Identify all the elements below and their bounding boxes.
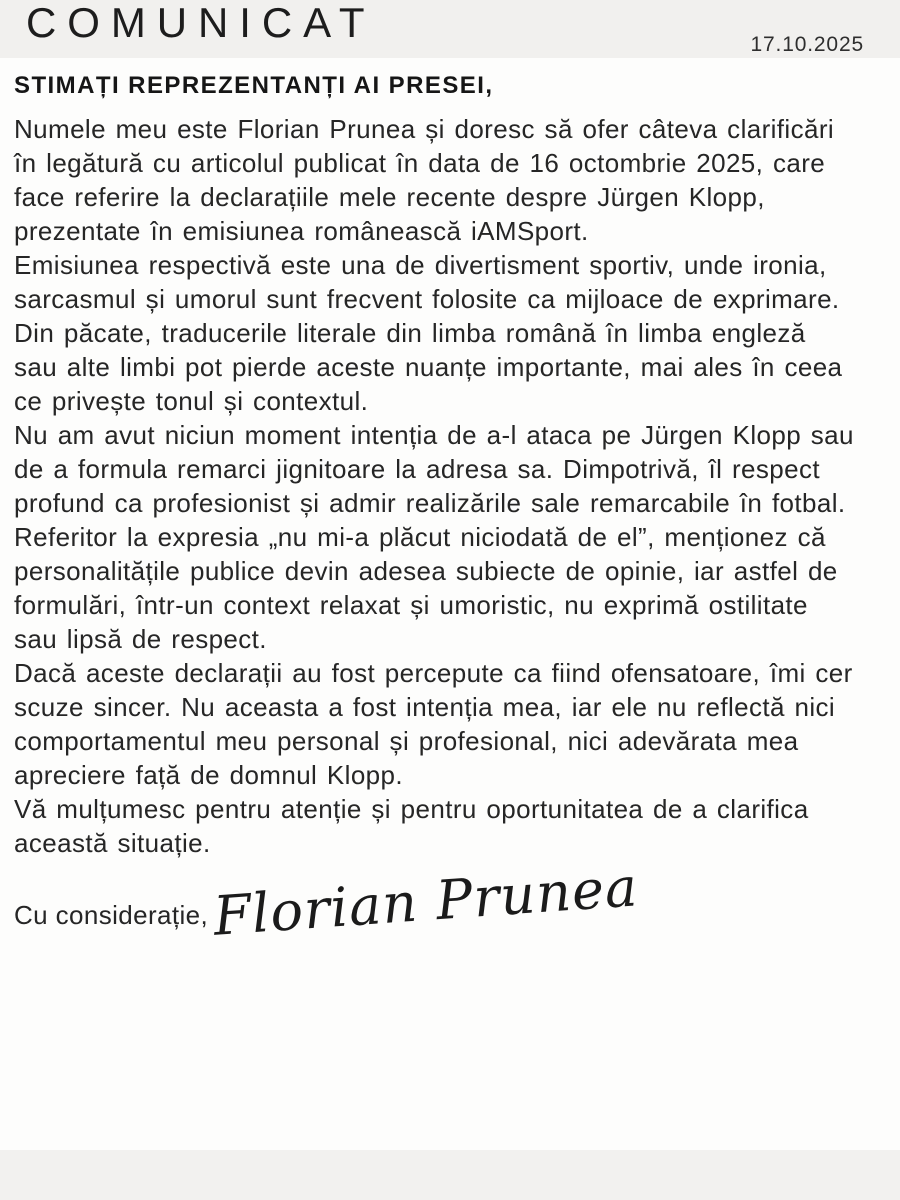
paragraph-show-context: Emisiunea respectivă este una de divertisment sportiv, unde ironia, sarcasmul și umorul sunt frecvent folosite ca mijloace de exprimare. Din păcate, traducerile literale din limba română în limba engleză sau alte limbi pot pierde aceste nuanțe importante, mai ales în ceea ce privește tonul și contextul. bbox=[14, 250, 843, 416]
paragraph-expression-clarification: Referitor la expresia „nu mi-a plăcut niciodată de el”, menționez că personalitățile publice devin adesea subiecte de opinie, iar astfel de formulări, într-un context relaxat și umoristic, nu exprimă ostilitate sau lipsă de respect. bbox=[14, 522, 838, 654]
footer-band bbox=[0, 1150, 900, 1200]
signoff-row bbox=[14, 854, 858, 960]
paragraph-intro: Numele meu este Florian Prunea și doresc să ofer câteva clarificări în legătură cu articolul publicat în data de 16 octombrie 2025, care face referire la declarațiile mele recente despre Jürgen Klopp, prezentate în emisiunea românească iAMSport. bbox=[14, 114, 835, 246]
paragraph-thanks: Vă mulțumesc pentru atenție și pentru oportunitatea de a clarifica această situație. bbox=[14, 794, 809, 858]
letter-body bbox=[0, 58, 900, 960]
paragraphs-container bbox=[14, 112, 858, 860]
salutation-heading: STIMAȚI REPREZENTANȚI AI PRESEI, bbox=[14, 72, 494, 99]
document-title: COMUNICAT bbox=[26, 0, 376, 46]
header-band bbox=[0, 0, 900, 58]
paragraph-no-attack-intent: Nu am avut niciun moment intenția de a-l ataca pe Jürgen Klopp sau de a formula remarci jignitoare la adresa sa. Dimpotrivă, îl respect profund ca profesionist și admir realizările sale remarcabile în fotbal. bbox=[14, 420, 854, 518]
signature-text: Florian Prunea bbox=[211, 854, 641, 948]
date-label: 17.10.2025 bbox=[750, 33, 864, 56]
closing-label: Cu considerație, bbox=[14, 899, 209, 930]
paragraph-apology: Dacă aceste declarații au fost percepute ca fiind ofensatoare, îmi cer scuze sincer. Nu aceasta a fost intenția mea, iar ele nu reflectă nici comportamentul meu personal și profesional, nici adevărata mea apreciere față de domnul Klopp. bbox=[14, 658, 853, 790]
